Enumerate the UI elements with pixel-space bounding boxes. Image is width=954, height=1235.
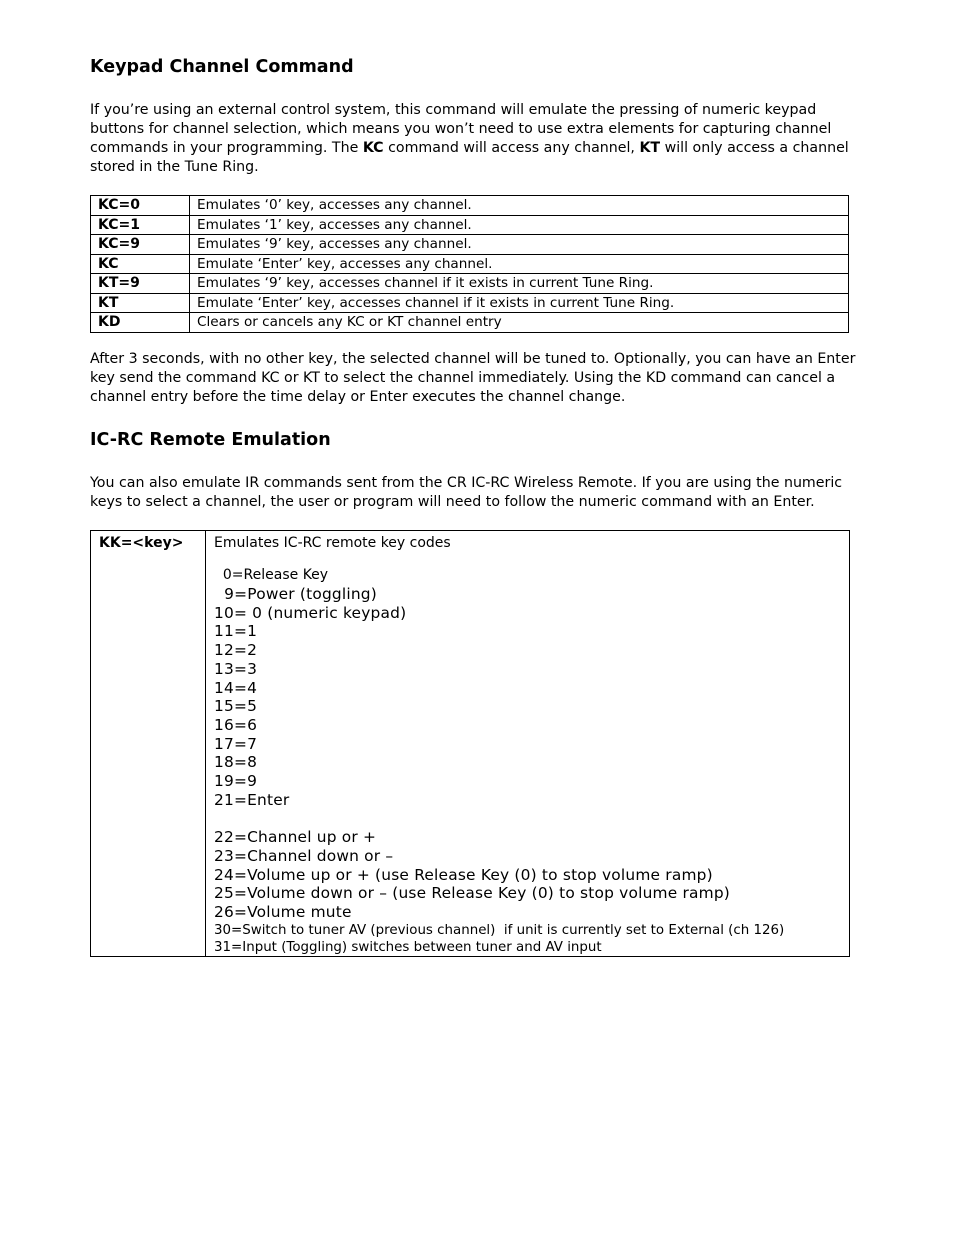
kk-heading: Emulates IC-RC remote key codes (214, 535, 451, 551)
code-line: 31=Input (Toggling) switches between tuner and AV input (214, 940, 602, 956)
command-key: KD (91, 313, 190, 333)
keypad-intro-paragraph (90, 101, 865, 177)
code-line: 18=8 (214, 753, 258, 772)
code-line: 11=1 (214, 622, 258, 641)
code-power: 9=Power (toggling) (214, 585, 377, 603)
code-line: 22=Channel up or + (214, 828, 377, 847)
table-row (91, 235, 849, 255)
table-row (91, 215, 849, 235)
command-key: KT (91, 293, 190, 313)
table-row (91, 313, 849, 333)
code-line: 16=6 (214, 715, 258, 734)
code-line: 24=Volume up or + (use Release Key (0) to stop volume ramp) (214, 865, 713, 884)
intro-kc: KC (362, 140, 384, 156)
intro-text-1: If you’re using an external control system, this command will emulate the pressing of numeric keypad buttons for channel selection, which means you won’t need to use extra elements for capturing channel commands in your programming. The (90, 102, 832, 156)
command-desc: Clears or cancels any KC or KT channel entry (190, 313, 849, 333)
command-desc: Emulates ‘0’ key, accesses any channel. (190, 196, 849, 216)
control-code-list (214, 828, 849, 922)
command-key: KC=9 (91, 235, 190, 255)
kk-command-key: KK=<key> (91, 531, 206, 957)
command-desc: Emulates ‘9’ key, accesses any channel. (190, 235, 849, 255)
code-line: 25=Volume down or – (use Release Key (0) to stop volume ramp) (214, 884, 731, 903)
code-line: 17=7 (214, 734, 258, 753)
small-code-list (214, 922, 849, 957)
command-desc: Emulate ‘Enter’ key, accesses channel if it exists in current Tune Ring. (190, 293, 849, 313)
icrc-intro-paragraph: You can also emulate IR commands sent from the CR IC-RC Wireless Remote. If you are using the numeric keys to select a channel, the user or program will need to follow the numeric command with an Enter. (90, 475, 843, 510)
code-line: 30=Switch to tuner AV (previous channel) if unit is currently set to External (ch 126) (214, 922, 785, 938)
code-line: 14=4 (214, 678, 258, 697)
numeric-code-list (214, 604, 849, 810)
icrc-key-table (90, 530, 850, 957)
intro-text-3: will only access a channel stored in the Tune Ring. (90, 140, 849, 175)
command-desc: Emulate ‘Enter’ key, accesses any channel. (190, 254, 849, 274)
table-row (91, 293, 849, 313)
command-key: KT=9 (91, 274, 190, 294)
keypad-command-table (90, 195, 849, 333)
command-desc: Emulates ‘9’ key, accesses channel if it exists in current Tune Ring. (190, 274, 849, 294)
code-line: 26=Volume mute (214, 902, 352, 921)
code-line: 19=9 (214, 772, 258, 791)
section-title-keypad: Keypad Channel Command (90, 57, 354, 77)
code-release-key: 0=Release Key (214, 567, 329, 583)
keypad-after-paragraph: After 3 seconds, with no other key, the selected channel will be tuned to. Optionally, you can have an Enter key send the command KC or KT to select the channel immediately. Using the KD command can cancel a channel entry before the time delay or Enter executes the channel change. (90, 351, 856, 405)
table-row (91, 531, 850, 957)
intro-kt: KT (639, 140, 661, 156)
code-line: 10= 0 (numeric keypad) (214, 603, 407, 622)
table-row (91, 254, 849, 274)
code-line: 12=2 (214, 641, 258, 660)
command-key: KC=1 (91, 215, 190, 235)
kk-command-desc (206, 531, 850, 957)
code-line: 21=Enter (214, 790, 290, 809)
table-row (91, 196, 849, 216)
code-line: 15=5 (214, 697, 258, 716)
intro-text-2: command will access any channel, (383, 140, 640, 156)
code-line: 23=Channel down or – (214, 846, 394, 865)
spacer (214, 809, 849, 828)
command-key: KC (91, 254, 190, 274)
command-desc: Emulates ‘1’ key, accesses any channel. (190, 215, 849, 235)
command-key: KC=0 (91, 196, 190, 216)
table-row (91, 274, 849, 294)
code-line: 13=3 (214, 659, 258, 678)
section-title-icrc: IC-RC Remote Emulation (90, 430, 331, 450)
